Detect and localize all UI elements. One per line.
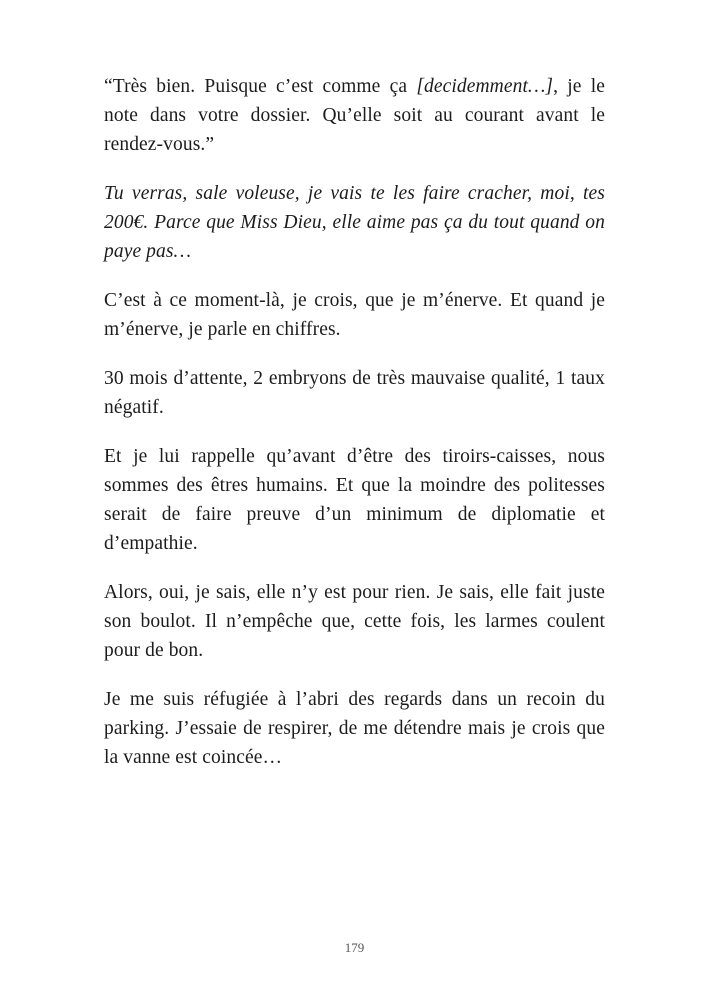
italic-text-segment: [decidemment…] [416,76,554,97]
text-segment: “Très bien. Puisque c’est comme ça [104,76,417,97]
paragraph [104,578,605,665]
italic-text-segment: Tu verras, sale voleuse, je vais te les faire cracher, moi, tes 200€. Parce que Miss Dieu, elle aime pas ça du tout quand on paye pas… [104,183,605,262]
text-segment: Je me suis réfugiée à l’abri des regards dans un recoin du parking. J’essaie de respirer, de me détendre mais je crois que la vanne est coincée… [104,689,605,768]
page-body [104,72,605,792]
paragraph [104,72,605,159]
paragraph [104,685,605,772]
text-segment: C’est à ce moment-là, je crois, que je m’énerve. Et quand je m’énerve, je parle en chiffres. [104,290,605,340]
paragraph [104,179,605,266]
text-segment: Et je lui rappelle qu’avant d’être des tiroirs-caisses, nous sommes des êtres humains. Et que la moindre des politesses serait de faire preuve d’un minimum de diplomatie et d’empathie. [104,446,605,554]
paragraph [104,364,605,422]
paragraph [104,286,605,344]
page-number: 179 [344,940,365,955]
paragraph [104,442,605,558]
text-segment: Alors, oui, je sais, elle n’y est pour rien. Je sais, elle fait juste son boulot. Il n’empêche que, cette fois, les larmes coulent pour de bon. [104,582,605,661]
text-segment: 30 mois d’attente, 2 embryons de très mauvaise qualité, 1 taux négatif. [104,368,605,418]
text-segment: , je le note dans votre dossier. Qu’elle soit au courant avant le rendez-vous.” [104,76,605,155]
